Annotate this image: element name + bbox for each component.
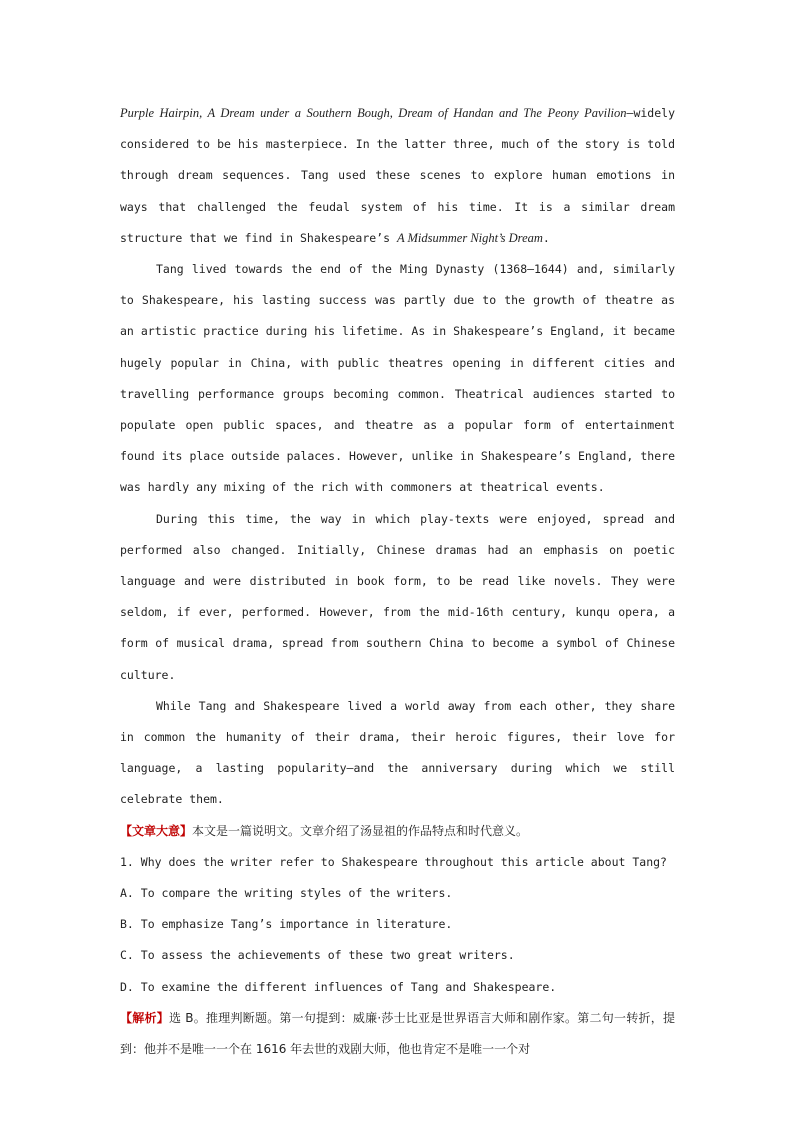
- play-title: A Midsummer Night’s Dream: [396, 230, 543, 245]
- summary-text: 本文是一篇说明文。文章介绍了汤显祖的作品特点和时代意义。: [192, 823, 529, 838]
- analysis-tag: 【解析】: [120, 1010, 169, 1025]
- option-d: D. To examine the different influences of Tang and Shakespeare.: [120, 979, 557, 994]
- analysis-text: 选 B。推理判断题。第一句提到：威廉·莎士比亚是世界语言大师和剧作家。第二句一转折，提到：他并不是唯一一个在 1616 年去世的戏剧大师，他也肯定不是唯一一个对: [120, 1010, 675, 1057]
- passage-paragraph-3: During this time, the way in which play-texts were enjoyed, spread and performed also changed. Initially, Chinese dramas had an emphasis on poetic language and were distributed in book form, to be read like novels. They were seldom, if ever, performed. However, from the mid-16th century, kunqu opera, a form of musical drama, spread from southern China to become a symbol of Chinese culture.: [120, 511, 675, 682]
- passage-paragraph-2: Tang lived towards the end of the Ming Dynasty (1368—1644) and, similarly to Shakespeare, his lasting success was partly due to the growth of theatre as an artistic practice during his lifetime. As in Shakespeare’s England, it became hugely popular in China, with public theatres opening in different cities and travelling performance groups becoming common. Theatrical audiences started to populate open public spaces, and theatre as a popular form of entertainment found its place outside palaces. However, unlike in Shakespeare’s England, there was hardly any mixing of the rich with commoners at theatrical events.: [120, 262, 675, 495]
- summary-tag: 【文章大意】: [120, 823, 193, 838]
- answer-analysis: [120, 1003, 675, 1065]
- document-page: [120, 98, 675, 1065]
- option-c: C. To assess the achievements of these two great writers.: [120, 948, 515, 963]
- passage-paragraph-1: [120, 98, 675, 254]
- play-titles: Purple Hairpin, A Dream under a Southern Bough, Dream of Handan and The Peony Pavilion: [120, 106, 627, 120]
- paragraph-text: —widely considered to be his masterpiece. In the latter three, much of the story is told through dream sequences. Tang used these scenes to explore human emotions in ways that challenged the feudal system of his time. It is a similar dream structure that we find in Shakespeare’s: [120, 106, 675, 245]
- passage-paragraph-4: While Tang and Shakespeare lived a world away from each other, they share in common the humanity of their drama, their heroic figures, their love for language, a lasting popularity—and the anniversary during which we still celebrate them.: [120, 698, 675, 807]
- option-b: B. To emphasize Tang’s importance in literature.: [120, 917, 453, 932]
- paragraph-text-end: .: [542, 230, 550, 245]
- option-a: A. To compare the writing styles of the writers.: [120, 886, 453, 901]
- question-stem: 1. Why does the writer refer to Shakespeare throughout this article about Tang?: [120, 854, 667, 869]
- article-summary: [120, 816, 675, 847]
